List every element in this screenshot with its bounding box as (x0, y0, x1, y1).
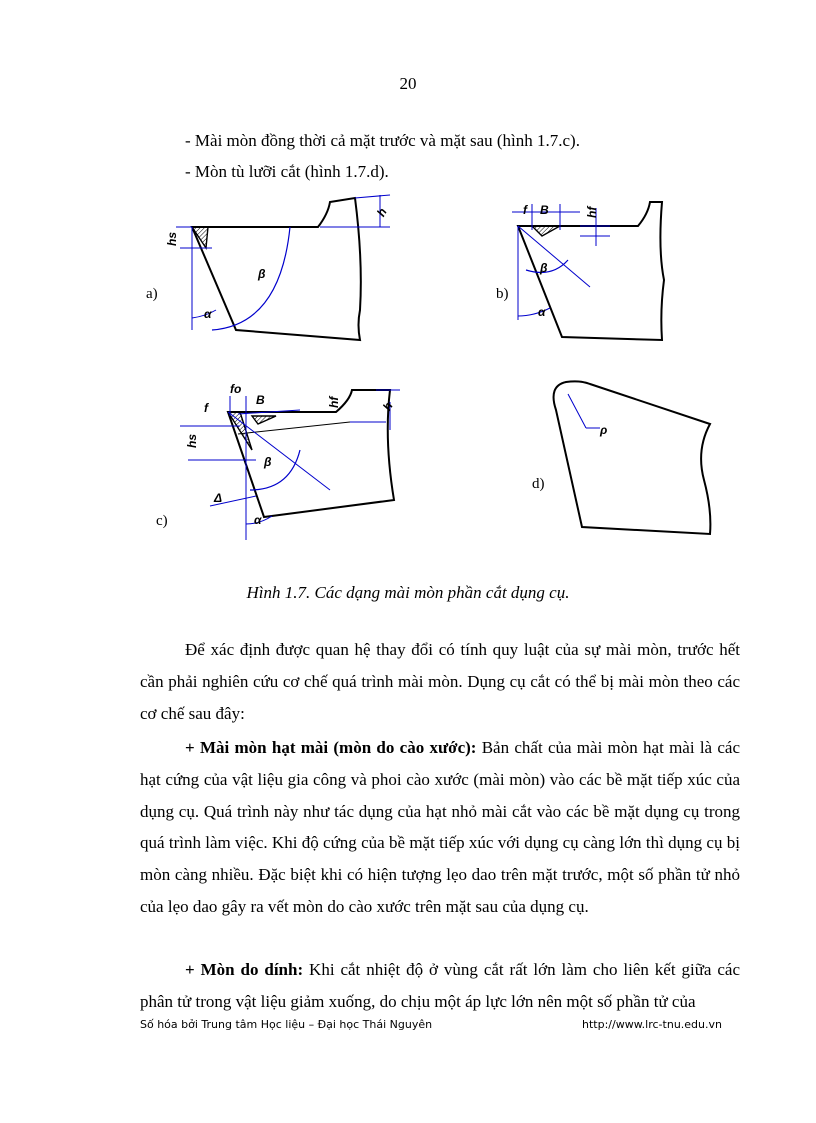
panel-a-label: a) (146, 286, 158, 302)
dim-beta-label-b: β (540, 261, 548, 275)
paragraph-intro: Để xác định được quan hệ thay đổi có tính quy luật của sự mài mòn, trước hết cần phải nghiên cứu cơ chế quá trình mài mòn. Dụng cụ cắt có thể bị mài mòn theo các cơ chế sau đây: (140, 640, 740, 723)
abrasive-wear-body: Bản chất của mài mòn hạt mài là các hạt cứng của vật liệu gia công và phoi cào xước (mài mòn) vào các bề mặt tiếp xúc của dụng cụ. Quá trình này như tác dụng của hạt nhỏ mài cắt vào các bề mặt dụng cụ trong quá trình làm việc. Khi độ cứng của bề mặt tiếp xúc với dụng cụ càng lớn thì dụng cụ bị mòn càng nhiều. Đặc biệt khi có hiện tượng lẹo dao trên mặt trước, một số phần tử nhỏ của lẹo dao gây ra vết mòn do cào xước trên mặt sau của dụng cụ. (140, 738, 740, 916)
dim-hf-label-b: hf (585, 206, 599, 218)
paragraph-abrasive-wear (140, 732, 740, 923)
footer-source: Số hóa bởi Trung tâm Học liệu – Đại học Thái Nguyên (140, 1018, 433, 1031)
dim-delta-label-c: Δ (214, 491, 223, 505)
bullet-blunt-edge: - Mòn tù lưỡi cắt (hình 1.7.d). (185, 162, 389, 181)
panel-c-diagram (180, 390, 400, 540)
figure-caption: Hình 1.7. Các dạng mài mòn phần cắt dụng cụ. (246, 583, 570, 602)
panel-d-diagram (554, 381, 711, 534)
dim-hs-label-c: hs (185, 433, 199, 448)
dim-fo-label-c: fo (230, 382, 242, 396)
dim-beta-label: β (258, 267, 266, 281)
dim-b-label-c: B (256, 393, 265, 407)
panel-b-label: b) (496, 286, 509, 302)
bullet-simultaneous-wear: - Mài mòn đồng thời cả mặt trước và mặt sau (hình 1.7.c). (185, 131, 580, 150)
dim-alpha-label-c: α (254, 513, 262, 527)
wear-diagrams (140, 190, 740, 550)
dim-alpha-label: α (204, 307, 212, 321)
figure-1-7 (140, 190, 740, 550)
dim-hf-label-c: hf (327, 396, 341, 408)
dim-rho-label: ρ (600, 423, 608, 437)
dim-b-label-b: B (540, 203, 549, 217)
footer-url[interactable]: http://www.lrc-tnu.edu.vn (582, 1018, 722, 1031)
dim-hs-label: hs (165, 231, 179, 246)
dim-f-label-c: f (204, 401, 208, 415)
dim-h-label-c: h (379, 399, 396, 413)
paragraph-adhesive-wear (140, 954, 740, 1018)
dim-f-label-b: f (523, 203, 527, 217)
abrasive-wear-heading: + Mài mòn hạt mài (mòn do cào xước): (185, 738, 477, 757)
adhesive-wear-body: Khi cắt nhiệt độ ở vùng cắt rất lớn làm cho liên kết giữa các phân tử trong vật liệu giảm xuống, do chịu một áp lực lớn nên một số phần tử của (140, 960, 741, 1011)
dim-alpha-label-b: α (538, 305, 546, 319)
panel-c-label: c) (156, 513, 168, 529)
adhesive-wear-heading: + Mòn do dính: (185, 960, 304, 979)
dim-h-label: h (373, 205, 390, 219)
panel-d-label: d) (532, 476, 545, 492)
dim-beta-label-c: β (264, 455, 272, 469)
page-number: 20 (399, 74, 417, 93)
panel-b-diagram (512, 202, 664, 340)
